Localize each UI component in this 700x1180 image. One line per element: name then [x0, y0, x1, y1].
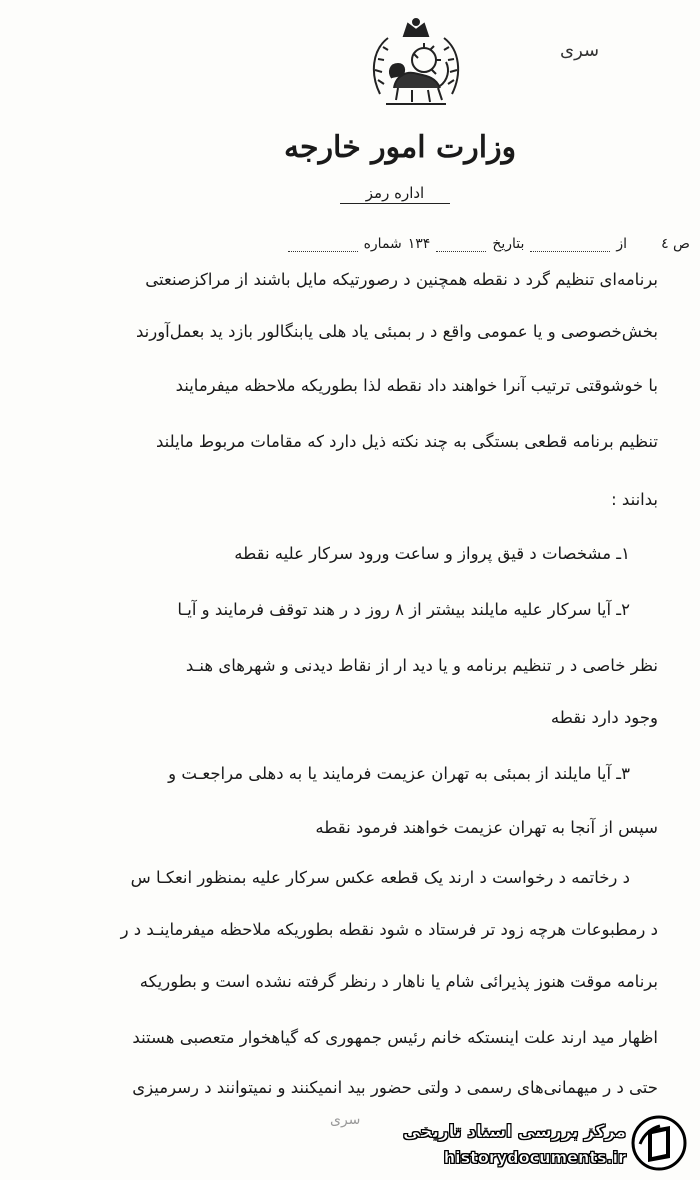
- body-line: د رخاتمه د رخواست د ارند یک قطعه عکس سرکار علیه بمنظور انعکـا س: [130, 868, 630, 887]
- body-list-item: ۳ـ آیا مایلند از بمبئی به تهران عزیمت فرمایند یا به دهلی مراجعـت و: [168, 764, 630, 783]
- body-line: بخش‌خصوصی و یا عمومی واقع د ر بمبئی یاد هلی یابنگالور بازد ید بعمل‌آورند: [135, 322, 658, 341]
- archive-logo-icon: [630, 1114, 688, 1172]
- number-blank: [288, 235, 358, 252]
- body-line: برنامه موقت هنوز پذیرائی شام یا ناهار د رنظر گرفته نشده است و بطوریکه: [139, 972, 658, 991]
- body-line: تنظیم برنامه قطعی بستگی به چند نکته ذیل دارد که مقامات مربوط مایلند: [156, 432, 658, 451]
- lion-and-sun-emblem-icon: [366, 14, 466, 112]
- watermark-url: historydocuments.ir: [443, 1148, 626, 1167]
- body-list-item: ۲ـ آیا سرکار علیه مایلند بیشتر از ۸ روز د ر هند توقف فرمایند و آیـا: [177, 600, 630, 619]
- body-line: نظر خاصی د ر تنظیم برنامه و یا دید ار از نقاط دیدنی و شهرهای هنـد: [185, 656, 658, 675]
- watermark: [403, 1110, 696, 1176]
- from-blank: [530, 235, 610, 252]
- faint-stamp: سری: [330, 1112, 361, 1128]
- number-label: شماره: [363, 236, 402, 252]
- classification-mark: سری: [560, 40, 600, 61]
- body-line: سپس از آنجا به تهران عزیمت خواهند فرمود نقطه: [315, 818, 658, 837]
- ministry-title: وزارت امور خارجه: [283, 130, 517, 165]
- from-label: از: [616, 236, 628, 252]
- reference-line: [200, 228, 690, 252]
- body-list-item: ۱ـ مشخصات د قیق پرواز و ساعت ورود سرکار علیه نقطه: [234, 544, 630, 563]
- body-line: بدانند :: [611, 490, 658, 509]
- watermark-name: مرکز بررسی اسناد تاریخی: [403, 1122, 626, 1142]
- body-line: وجود دارد نقطه: [550, 708, 658, 727]
- page-label: ص ٤: [661, 236, 690, 252]
- department-title: اداره رمز: [340, 184, 450, 204]
- body-line: با خوشوقتی ترتیب آنرا خواهند داد نقطه لذا بطوریکه ملاحظه میفرمایند: [175, 376, 658, 395]
- date-label: بتاریخ: [492, 236, 525, 252]
- body-line: اظهار مید ارند علت اینستکه خانم رئیس جمهوری که گیاهخوار متعصبی هستند: [132, 1028, 658, 1047]
- body-line: برنامه‌ای تنظیم گرد د نقطه همچنین د رصورتیکه مایل باشند از مراکزصنعتی: [145, 270, 658, 289]
- year-value: ۱۳۴: [407, 236, 431, 252]
- body-line: حتی د ر میهمانی‌های رسمی د ولتی حضور بید انمیکنند و نمیتوانند د رسرمیزی: [132, 1078, 658, 1097]
- date-blank: [436, 235, 486, 252]
- body-line: د رمطبوعات هرچه زود تر فرستاد ه شود نقطه بطوریکه ملاحظه میفرماینـد د ر: [120, 920, 658, 939]
